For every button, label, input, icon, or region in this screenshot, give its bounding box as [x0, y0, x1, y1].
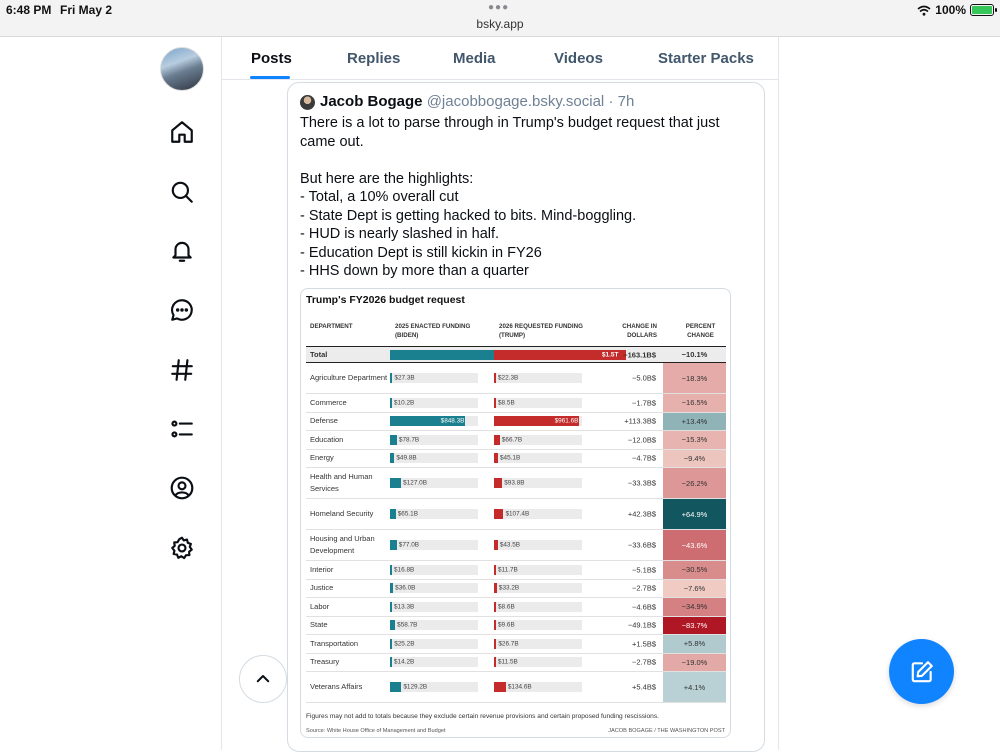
value-2025: $49.8B — [396, 454, 417, 462]
tab-posts[interactable]: Posts — [251, 50, 292, 67]
battery-icon — [970, 4, 994, 16]
bar-2026 — [494, 657, 496, 667]
header-percent: PERCENT CHANGE — [685, 323, 716, 339]
table-row-total — [306, 346, 726, 363]
department-name: Health and Human Services — [310, 472, 373, 493]
bar-track-2025 — [390, 416, 478, 426]
status-time: 6:48 PM — [6, 3, 52, 17]
bar-2026 — [494, 435, 500, 445]
department-name: Agriculture Department — [310, 373, 388, 382]
value-2026: $93.8B — [504, 479, 525, 487]
bar-2026 — [494, 565, 496, 575]
author-name[interactable]: Jacob Bogage — [320, 93, 423, 110]
value-2025: $25.2B — [394, 640, 415, 648]
value-2025: $10.2B — [394, 399, 415, 407]
figure-source: Source: White House Office of Management and Budget — [306, 728, 446, 734]
table-row — [306, 413, 726, 432]
percent-change: −18.3% — [663, 363, 726, 393]
profile-tabs — [222, 37, 778, 80]
bar-track-2026 — [494, 350, 582, 360]
bar-2026 — [494, 453, 498, 463]
change-dollars: −4.6B$ — [632, 602, 656, 612]
header-change: CHANGE IN DOLLARS — [622, 323, 657, 339]
department-name: Homeland Security — [310, 509, 374, 518]
value-2026: $33.2B — [498, 584, 520, 592]
figure-credit: JACOB BOGAGE / THE WASHINGTON POST — [608, 728, 725, 734]
list-icon[interactable] — [169, 416, 195, 442]
post-time[interactable]: · 7h — [608, 93, 635, 110]
value-2026: $961.6B — [554, 417, 579, 425]
hashtag-icon[interactable] — [169, 357, 195, 383]
change-dollars: −2.7B$ — [632, 583, 656, 593]
bar-2025 — [390, 509, 396, 519]
bar-2025 — [390, 583, 393, 593]
bar-track-2025 — [390, 350, 478, 360]
table-row — [306, 561, 726, 580]
table-row — [306, 363, 726, 394]
header-department: DEPARTMENT — [310, 323, 353, 330]
value-2026: $8.5B — [498, 399, 515, 407]
bar-2026 — [494, 682, 506, 692]
scroll-to-top-button[interactable] — [239, 655, 287, 703]
value-2026: $66.7B — [501, 436, 523, 444]
percent-change: −7.6% — [663, 580, 726, 598]
chat-icon[interactable] — [169, 297, 195, 323]
change-dollars: −2.7B$ — [632, 657, 656, 667]
bar-2025 — [390, 639, 392, 649]
table-row — [306, 530, 726, 561]
department-name: Transportation — [310, 638, 359, 648]
value-2026: $134.6B — [507, 683, 532, 691]
more-dots-icon[interactable]: ●●● — [488, 2, 510, 13]
search-icon[interactable] — [169, 179, 195, 205]
author-handle[interactable]: @jacobbogage.bsky.social — [426, 93, 605, 110]
bar-2025 — [390, 478, 401, 488]
header-2026: 2026 REQUESTED FUNDING (TRUMP) — [499, 323, 583, 339]
percent-change: −83.7% — [663, 617, 726, 635]
table-row — [306, 468, 726, 499]
department-name: Interior — [310, 564, 334, 574]
wifi-icon — [917, 5, 931, 16]
department-name: State — [310, 620, 328, 630]
header-2025: 2025 ENACTED FUNDING (BIDEN) — [395, 323, 471, 339]
figure-title: Trump's FY2026 budget request — [306, 294, 465, 306]
active-tab-indicator — [250, 76, 290, 79]
tab-videos[interactable]: Videos — [554, 50, 603, 67]
department-name: Housing and Urban Development — [310, 534, 375, 555]
table-row — [306, 580, 726, 599]
chevron-up-icon — [254, 670, 272, 688]
department-name: Veterans Affairs — [310, 682, 363, 691]
value-2025: $78.7B — [398, 436, 420, 444]
bar-2026 — [494, 583, 497, 593]
table-row — [306, 654, 726, 673]
department-name: Total — [310, 349, 328, 359]
percent-change: −30.5% — [663, 561, 726, 579]
address-bar-url[interactable]: bsky.app — [476, 17, 524, 31]
change-dollars: +1.5B$ — [632, 639, 656, 649]
change-dollars: −1.7B$ — [632, 398, 656, 408]
change-dollars: −33.6B$ — [627, 540, 656, 550]
gear-icon[interactable] — [169, 535, 195, 561]
bar-2025 — [390, 540, 397, 550]
department-name: Treasury — [310, 657, 340, 667]
percent-change: −10.1% — [681, 350, 708, 359]
profile-icon[interactable] — [169, 475, 195, 501]
budget-table-image[interactable] — [300, 288, 731, 738]
department-name: Commerce — [310, 397, 347, 407]
value-2025: $65.1B — [397, 510, 418, 518]
percent-change: +64.9% — [663, 499, 726, 529]
percent-change: −43.6% — [663, 530, 726, 560]
value-2025: $77.0B — [398, 541, 420, 549]
value-2025: $27.3B — [394, 374, 415, 382]
post-text: There is a lot to parse through in Trump's budget request that just came out. But here are the highlights: - Total, a 10% overall cut - State Dept is getting hacked to bits. Mind-boggling. - HUD is nearly slashed in half. - Education Dept is still kickin in FY26 - HHS down by more than a quarter — [300, 115, 720, 279]
battery-percent: 100% — [935, 3, 966, 17]
percent-change: +5.8% — [663, 635, 726, 653]
department-name: Energy — [310, 453, 334, 463]
table-row — [306, 672, 726, 703]
change-dollars: −4.7B$ — [632, 453, 656, 463]
percent-change: −9.4% — [663, 450, 726, 468]
bar-2025 — [390, 657, 392, 667]
compose-icon — [909, 659, 935, 685]
value-2026: $11.5B — [498, 658, 518, 666]
change-dollars: −5.1B$ — [632, 565, 656, 575]
bar-2026 — [494, 639, 496, 649]
tab-media[interactable]: Media — [453, 50, 496, 67]
table-row — [306, 598, 726, 617]
bar-2025 — [390, 565, 392, 575]
change-dollars: −49.1B$ — [627, 620, 656, 630]
bar-2026 — [494, 478, 502, 488]
percent-change: −26.2% — [663, 468, 726, 498]
percent-change: +13.4% — [663, 413, 726, 431]
bar-2025 — [390, 435, 397, 445]
tab-starter-packs[interactable]: Starter Packs — [658, 50, 754, 67]
value-2025: $36.0B — [395, 584, 416, 592]
post-author — [320, 93, 634, 110]
bar-2025 — [390, 373, 392, 383]
percent-change: +4.1% — [663, 672, 726, 702]
value-2026: $107.4B — [505, 510, 530, 518]
user-avatar[interactable] — [160, 47, 204, 91]
table-row — [306, 450, 726, 469]
value-2025: $58.7B — [397, 621, 418, 629]
table-rows — [306, 346, 726, 703]
value-2025: $127.0B — [403, 479, 427, 487]
bar-2025 — [390, 453, 394, 463]
department-name: Justice — [310, 583, 334, 593]
bar-2025 — [390, 602, 392, 612]
bar-2026 — [494, 602, 496, 612]
post-card[interactable] — [287, 82, 765, 752]
bar-2026 — [494, 398, 496, 408]
change-dollars: +42.3B$ — [627, 509, 656, 519]
status-bar — [0, 0, 1000, 37]
value-2026: $8.6B — [498, 603, 515, 611]
value-2026: $22.3B — [498, 374, 519, 382]
status-date: Fri May 2 — [60, 3, 113, 17]
department-name: Labor — [310, 601, 330, 611]
bar-2026 — [494, 620, 496, 630]
percent-change: −34.9% — [663, 598, 726, 616]
change-dollars: −5.0B$ — [632, 373, 656, 383]
home-icon[interactable] — [169, 119, 195, 145]
value-2026: $1.5T — [602, 351, 619, 358]
value-2026: $26.7B — [498, 640, 519, 648]
change-dollars: −163.1B$ — [623, 350, 656, 359]
figure-note: Figures may not add to totals because they exclude certain revenue provisions and certain proposed funding rescissions. — [306, 713, 659, 720]
value-2026: $43.5B — [499, 541, 521, 549]
value-2025: $848.3B — [440, 417, 465, 425]
value-2026: $9.6B — [498, 621, 515, 629]
bar-2025 — [390, 620, 395, 630]
table-row — [306, 394, 726, 413]
compose-button[interactable] — [889, 639, 954, 704]
table-row — [306, 617, 726, 636]
bar-2026 — [494, 373, 496, 383]
percent-change: −16.5% — [663, 394, 726, 412]
status-indicators — [917, 3, 994, 17]
bar-2026 — [494, 540, 498, 550]
value-2026: $11.7B — [498, 566, 518, 574]
change-dollars: −12.0B$ — [627, 435, 656, 445]
bar-2026 — [494, 509, 503, 519]
value-2025: $13.3B — [394, 603, 415, 611]
value-2025: $129.2B — [403, 683, 428, 691]
bar-2025 — [390, 398, 392, 408]
value-2025: $16.8B — [394, 566, 415, 574]
value-2025: $14.2B — [394, 658, 415, 666]
change-dollars: +113.3B$ — [624, 416, 656, 426]
table-row — [306, 499, 726, 530]
table-row — [306, 635, 726, 654]
value-2026: $45.1B — [499, 454, 521, 462]
percent-change: −19.0% — [663, 654, 726, 672]
change-dollars: −33.3B$ — [627, 478, 656, 488]
author-avatar[interactable] — [300, 95, 315, 110]
change-dollars: +5.4B$ — [632, 682, 656, 692]
department-name: Defense — [310, 416, 338, 426]
bell-icon[interactable] — [169, 238, 195, 264]
tab-replies[interactable]: Replies — [347, 50, 401, 67]
table-row — [306, 431, 726, 450]
department-name: Education — [310, 434, 344, 444]
bar-2025 — [390, 682, 401, 692]
percent-change: −15.3% — [663, 431, 726, 449]
